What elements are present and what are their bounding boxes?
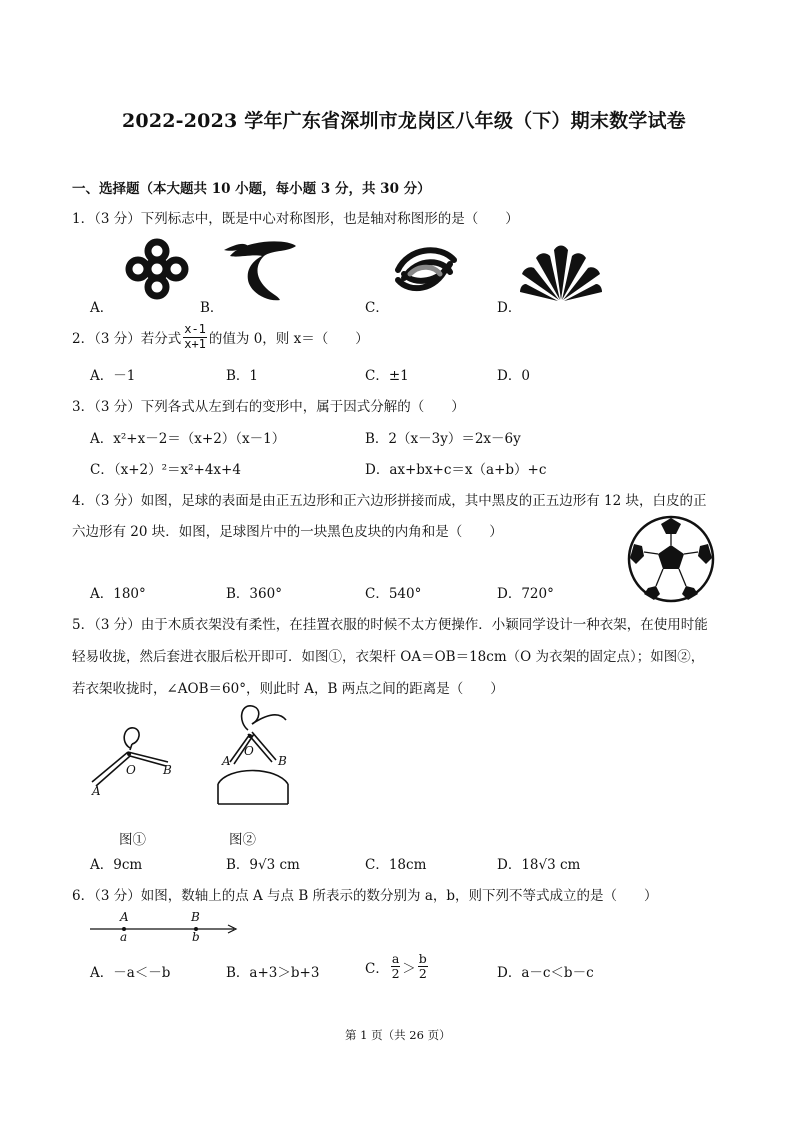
question-5-option-b[interactable]: B．9√3 cm: [226, 857, 300, 873]
question-3-option-c[interactable]: C．（x+2）²＝x²+4x+4: [90, 462, 241, 478]
hanger-2-label-o: O: [244, 744, 254, 758]
question-2-fraction: [183, 323, 207, 352]
question-6-option-a[interactable]: A．－a＜－b: [90, 965, 171, 981]
question-2-option-d[interactable]: D．0: [497, 368, 530, 384]
hanger-2-label-a: A: [222, 754, 231, 768]
question-5-stem-line-1: 5．（3 分）由于木质衣架没有柔性，在挂置衣服的时候不太方便操作．小颖同学设计一种衣架，在使用时能: [72, 617, 708, 633]
option-c-fraction-left: [391, 952, 400, 982]
hanger-1-label-b: B: [163, 763, 172, 777]
question-4-option-b[interactable]: B．360°: [226, 586, 282, 602]
question-1-option-b[interactable]: B．: [200, 300, 224, 316]
question-3-option-d[interactable]: D．ax+bx+c＝x（a+b）+c: [365, 462, 547, 478]
number-line-label-a-point: A: [120, 910, 129, 924]
question-3-option-a[interactable]: A．x²+x－2＝（x+2）（x－1）: [90, 431, 286, 447]
question-2-option-a[interactable]: A．－1: [90, 368, 136, 384]
question-1-option-d[interactable]: D．: [497, 300, 522, 316]
china-mobile-logo-icon: [388, 234, 464, 304]
question-4-stem-line-1: 4．（3 分）如图，足球的表面是由正五边形和正六边形拼接而成，其中黑皮的正五边形有 12 块，白皮的正: [72, 493, 707, 509]
question-2-stem-start: 2．（3 分）若分式: [72, 331, 182, 348]
hanger-1-label-a: A: [92, 784, 101, 798]
section-heading: 一、选择题（本大题共 10 小题，每小题 3 分，共 30 分）: [72, 181, 431, 197]
hanger-figure-1: [88, 720, 200, 802]
option-c-left-num: a: [391, 951, 400, 966]
china-unicom-logo-icon: [112, 238, 202, 300]
question-5-stem-line-2: 轻易收拢，然后套进衣服后松开即可．如图①，衣架杆 OA＝OB＝18cm（O 为衣架的固定点）；如图②，: [72, 649, 705, 665]
question-6-option-c[interactable]: [365, 952, 430, 982]
question-4-option-a[interactable]: A．180°: [90, 586, 146, 602]
option-c-fraction-right: [418, 952, 428, 982]
question-6-option-b[interactable]: B．a+3＞b+3: [226, 965, 320, 981]
huawei-logo-icon: [516, 240, 606, 302]
question-1-stem: 1．（3 分）下列标志中，既是中心对称图形，也是轴对称图形的是（ ）: [72, 211, 519, 227]
question-2-stem-end: 的值为 0，则 x＝（ ）: [208, 331, 369, 348]
soccer-ball-icon: [626, 514, 716, 604]
number-line-label-b-point: B: [191, 910, 200, 924]
number-line: [90, 920, 240, 944]
fraction-numerator: x-1: [184, 322, 206, 336]
question-2-option-b[interactable]: B．1: [226, 368, 259, 384]
china-telecom-logo-icon: [222, 236, 302, 302]
question-4-option-c[interactable]: C．540°: [365, 586, 422, 602]
option-c-left-den: 2: [391, 966, 400, 982]
fraction-denominator: x+1: [184, 336, 206, 351]
question-1-option-c[interactable]: C．: [365, 300, 389, 316]
question-5-option-c[interactable]: C．18cm: [365, 857, 427, 873]
number-line-label-a-value: a: [120, 930, 128, 944]
question-5-stem-line-3: 若衣架收拢时，∠AOB＝60°，则此时 A，B 两点之间的距离是（ ）: [72, 681, 504, 697]
question-3-option-b[interactable]: B．2（x－3y）＝2x－6y: [365, 431, 521, 447]
question-6-stem: 6．（3 分）如图，数轴上的点 A 与点 B 所表示的数分别为 a，b，则下列不等式成立的是（ ）: [72, 888, 658, 904]
number-line-label-b-value: b: [192, 930, 200, 944]
question-2-option-c[interactable]: C．±1: [365, 368, 409, 384]
question-6-option-d[interactable]: D．a－c＜b－c: [497, 965, 594, 981]
option-c-prefix: C．: [365, 960, 389, 977]
question-4-option-d[interactable]: D．720°: [497, 586, 554, 602]
hanger-2-label-b: B: [278, 754, 287, 768]
hanger-1-label-o: O: [126, 763, 136, 777]
option-c-right-num: b: [418, 951, 427, 966]
figure-1-caption: 图①: [119, 832, 146, 848]
question-1-option-a[interactable]: A．: [90, 300, 114, 316]
question-2-stem: [72, 323, 369, 352]
question-5-option-d[interactable]: D．18√3 cm: [497, 857, 581, 873]
page-footer: 第 1 页（共 26 页）: [345, 1028, 451, 1042]
question-4-stem-line-2: 六边形有 20 块．如图，足球图片中的一块黑色皮块的内角和是（ ）: [72, 524, 503, 540]
figure-2-caption: 图②: [229, 832, 256, 848]
option-c-right-den: 2: [418, 966, 427, 982]
question-3-stem: 3．（3 分）下列各式从左到右的变形中，属于因式分解的（ ）: [72, 399, 465, 415]
page-title: 2022-2023 学年广东省深圳市龙岗区八年级（下）期末数学试卷: [122, 110, 686, 132]
option-c-operator: ＞: [402, 960, 416, 977]
question-5-option-a[interactable]: A．9cm: [90, 857, 143, 873]
